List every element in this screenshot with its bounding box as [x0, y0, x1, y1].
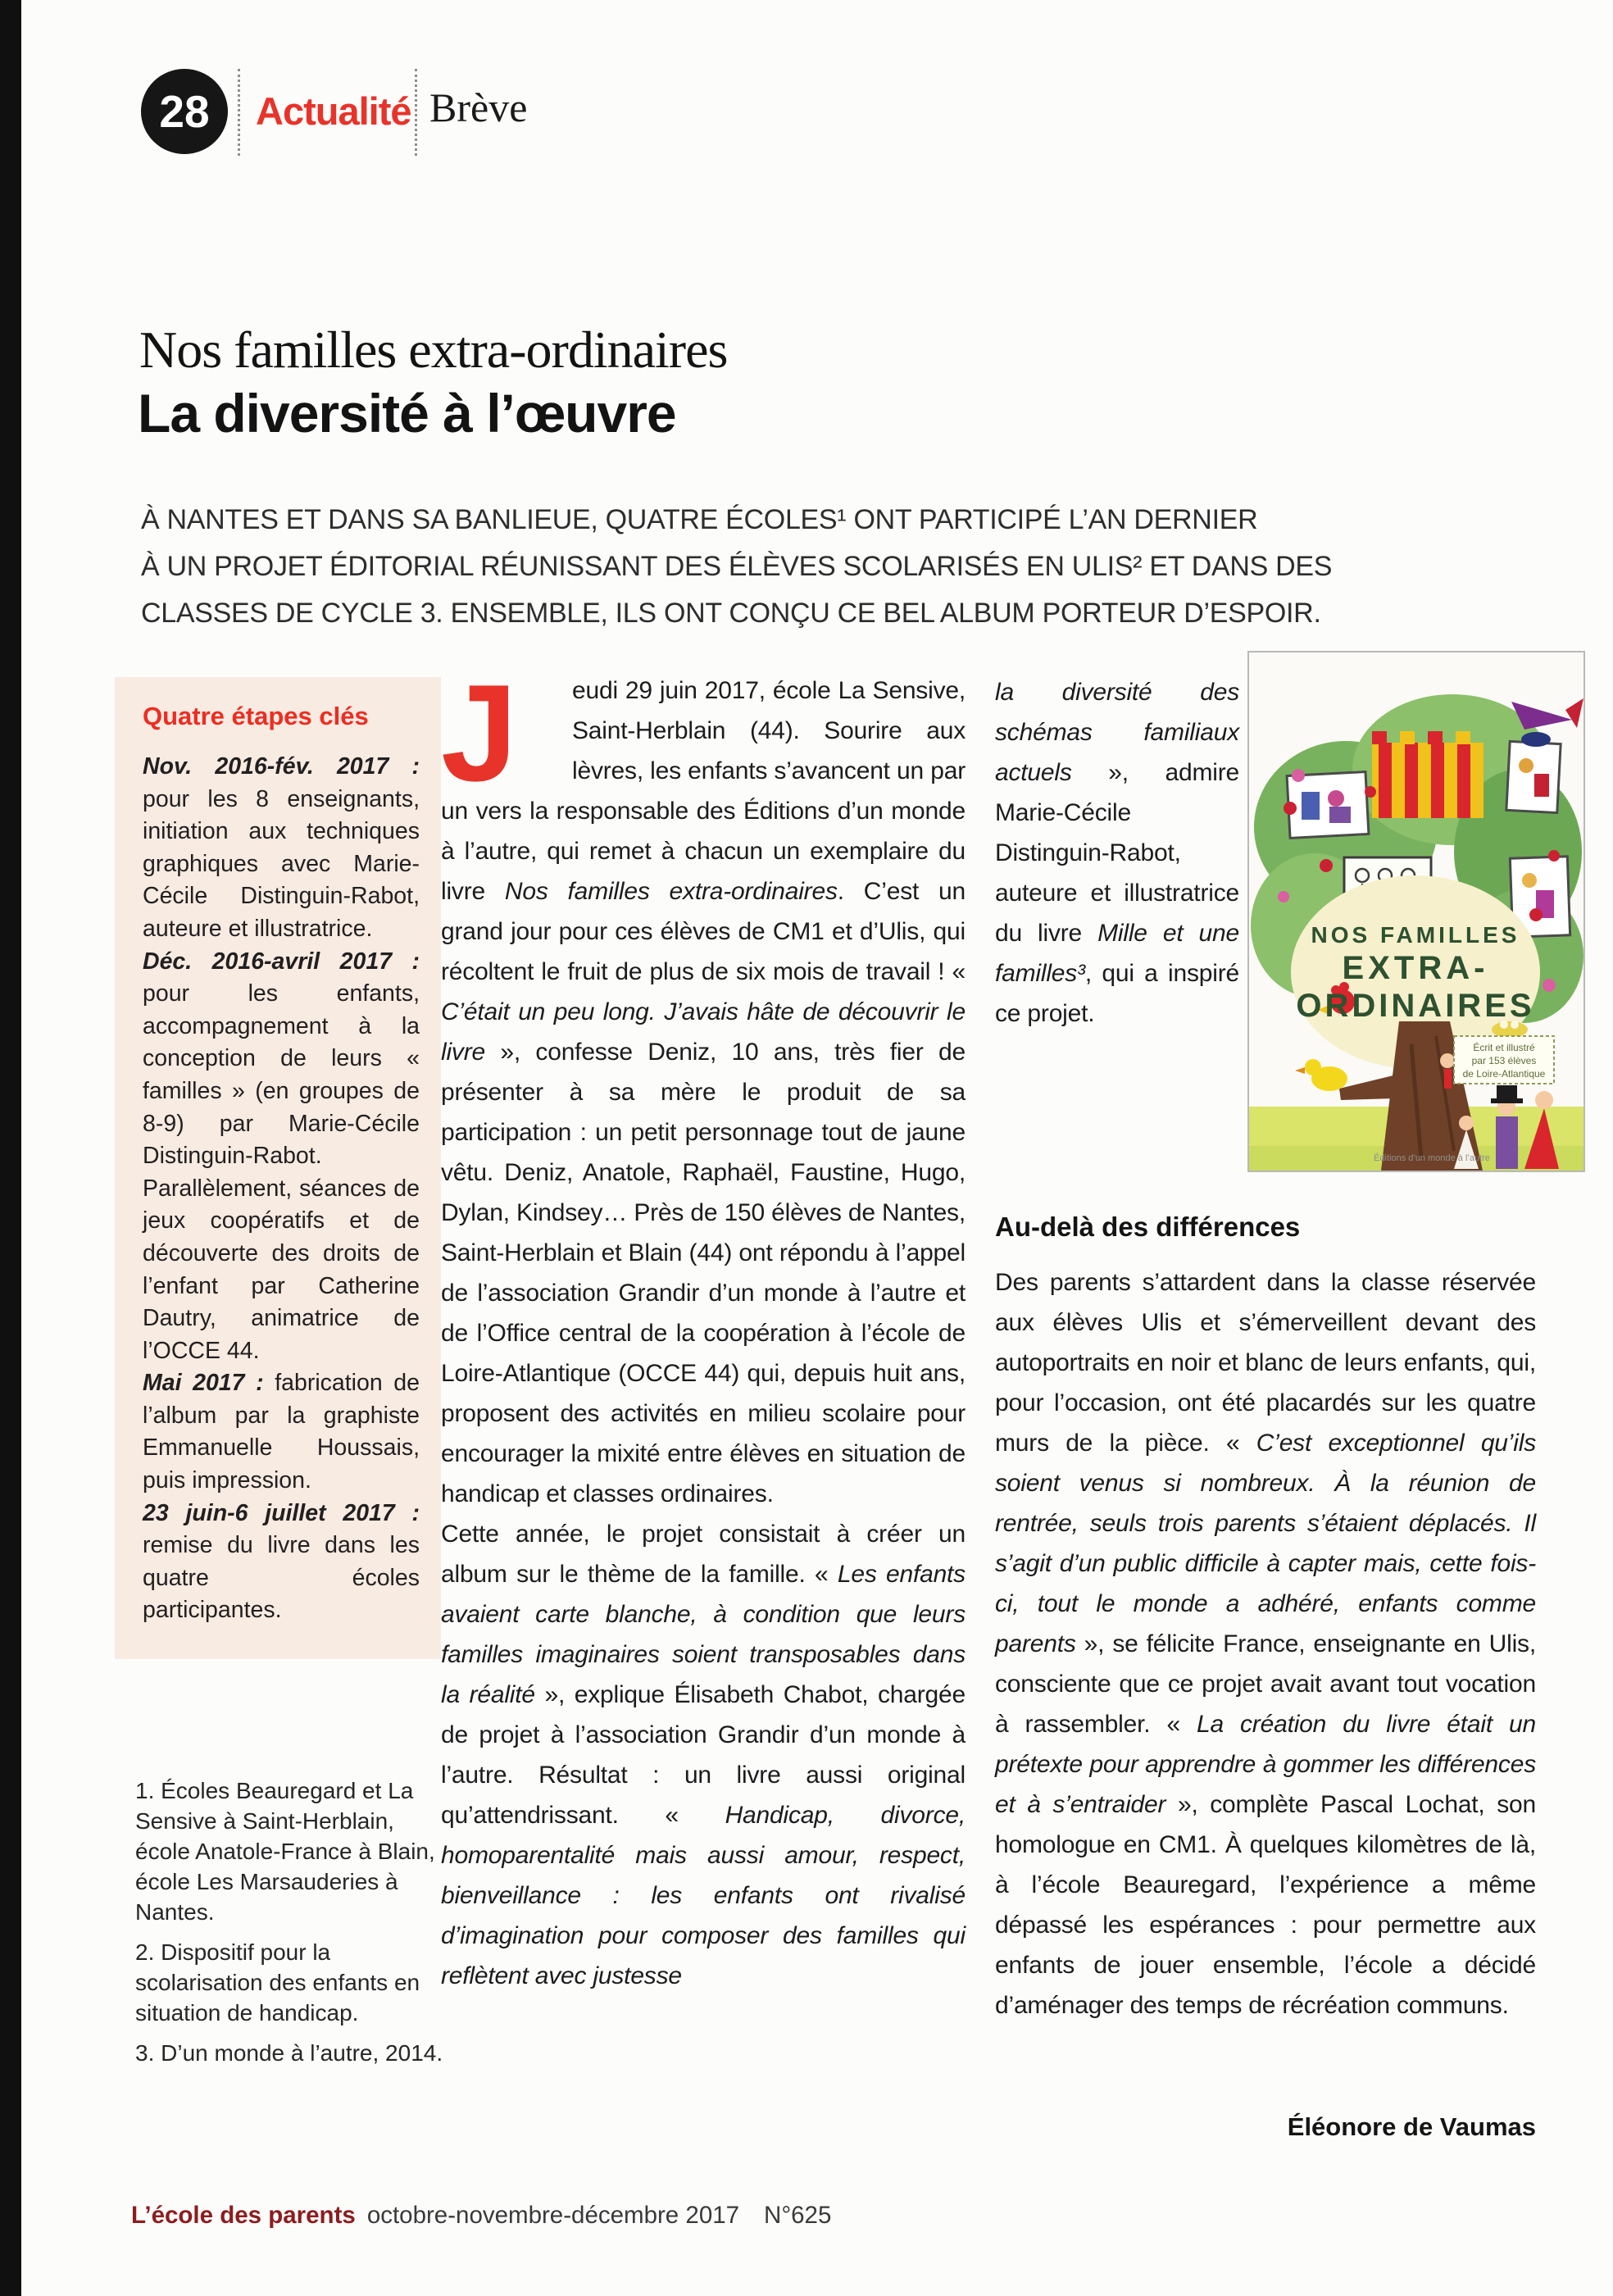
footnote: 3. D’un monde à l’autre, 2014.: [135, 2040, 443, 2066]
castle-doodle: [1372, 731, 1484, 818]
byline: Éléonore de Vaumas: [1287, 2112, 1536, 2141]
paragraph-text: eudi 29 juin 2017, école La Sensive, Saint-Herblain (44). Sourire aux lèvres, les enfants s’avancent un par un vers la responsable des Éditions d’un monde à l’autre, qui remet à chacun un exemplaire du livre Nos familles extra-ordinaires. C’est un grand jour pour ces élèves de CM1 et d’Ulis, qui récoltent le fruit de plus de six mois de travail ! « C’était un peu long. J’avais hâte de découvrir le livre », confesse Deniz, 10 ans, très fier de présenter à sa mère le produit de sa participation : un petit personnage tout de jaune vêtu. Deniz, Anatole, Raphaël, Faustine, Hugo, Dylan, Kindsey… Près de 150 élèves de Nantes, Saint-Herblain et Blain (44) ont répondu à l’appel de l’association Grandir d’un monde à l’autre et de l’Office central de la coopération à l’école de Loire-Atlantique (OCCE 44) qui, depuis huit ans, proposent des activités en milieu scolaire pour encourager la mixité entre élèves en situation de handicap et classes ordinaires.: [441, 677, 966, 1507]
book-tagline-line-3: de Loire-Atlantique: [1462, 1068, 1546, 1080]
footnote: 2. Dispositif pour la scolarisation des enfants en situation de handicap.: [135, 1939, 420, 2025]
key-step: Mai 2017 : fabrication de l’album par la graphiste Emmanuelle Houssais, puis impression.: [143, 1370, 420, 1494]
lede-line: À UN PROJET ÉDITORIAL RÉUNISSANT DES ÉLÈVES SCOLARISÉS EN ULIS² ET DANS DES: [141, 551, 1333, 582]
book-cover: [1247, 651, 1585, 1172]
footer-issue-number: N°625: [764, 2202, 832, 2229]
article-column-2-body: Des parents s’attardent dans la classe réservée aux élèves Ulis et s’émerveillent devant des autoportraits en noir et blanc de leurs enfants, qui, pour l’occasion, ont été placardés sur les quatre murs de la pièce. « C’est exceptionnel qu’ils soient venus si nombreux. À la réunion de rentrée, seuls trois parents s’étaient déplacés. Il s’agit d’un public difficile à capter mais, cette fois-ci, tout le monde a adhéré, enfants comme parents », se félicite France, enseignante en Ulis, consciente que ce projet avait avant tout vocation à rassembler. « La création du livre était un prétexte pour apprendre à gommer les différences et à s’entraider », complète Pascal Lochat, son homologue en CM1. À quelques kilomètres de là, à l’école Beauregard, l’expérience a même dépassé les espérances : pour permettre aux enfants de jouer ensemble, l’école a décidé d’aménager des temps de récréation communs.: [995, 1269, 1537, 2019]
book-tagline-line-1: Écrit et illustré: [1473, 1042, 1535, 1053]
lede-line: À NANTES ET DANS SA BANLIEUE, QUATRE ÉCOLES¹ ONT PARTICIPÉ L’AN DERNIER: [141, 504, 1258, 535]
lede-line: CLASSES DE CYCLE 3. ENSEMBLE, ILS ONT CONÇU CE BEL ALBUM PORTEUR D’ESPOIR.: [141, 598, 1321, 629]
scan-edge: [0, 0, 21, 2296]
article-column-1: [441, 656, 966, 1996]
key-step: 23 juin-6 juillet 2017 : remise du livre dans les quatre écoles participantes.: [143, 1499, 420, 1624]
footer-date: octobre-novembre-décembre 2017: [366, 2202, 740, 2229]
article-paragraph: Cette année, le projet consistait à créer un album sur le thème de la famille. « Les enfants avaient carte blanche, à condition que leurs familles imaginaires soient transposables dans la réalité », explique Élisabeth Chabot, chargée de projet à l’association Grandir d’un monde à l’autre. Résultat : un livre aussi original qu’attendrissant. « Handicap, divorce, homoparentalité mais aussi amour, respect, bienveillance : les enfants ont rivalisé d’imagination pour composer des familles qui reflètent avec justesse: [441, 1521, 966, 1989]
section-label: Actualité: [256, 89, 411, 133]
book-title-line-3: ORDINAIRES: [1296, 988, 1535, 1024]
footnotes: [135, 1775, 447, 2078]
headline-kicker: Nos familles extra-ordinaires: [139, 321, 728, 379]
dropcap: J: [441, 656, 518, 810]
book-publisher: Éditions d’un monde à l’autre: [1374, 1153, 1490, 1163]
lede: [141, 497, 1332, 637]
key-step: Nov. 2016-fév. 2017 : pour les 8 enseignants, initiation aux techniques graphiques avec Marie-Cécile Distinguin-Rabot, auteure et illustratrice.: [143, 753, 420, 942]
key-steps-box: [115, 677, 441, 1659]
book-tagline-line-2: par 153 élèves: [1471, 1055, 1537, 1066]
page-title: La diversité à l’œuvre: [138, 383, 676, 443]
article-subhead: Au-delà des différences: [995, 1212, 1301, 1242]
book-cover-illustration: [1247, 651, 1585, 1172]
key-steps-title: Quatre étapes clés: [143, 702, 369, 730]
header-divider-2: [415, 69, 417, 156]
key-step: Déc. 2016-avril 2017 : pour les enfants, accompagnement à la conception de leurs « familles » (en groupes de 8-9) par Marie-Cécile Distinguin-Rabot. Parallèlement, séances de jeux coopératifs et de découverte des droits de l’enfant par Catherine Dautry, animatrice de l’OCCE 44.: [143, 948, 420, 1364]
page-footer: [131, 2202, 831, 2230]
book-title-line-1: NOS FAMILLES: [1311, 922, 1520, 948]
book-title-line-2: EXTRA-: [1342, 950, 1489, 986]
footnote: 1. Écoles Beauregard et La Sensive à Saint-Herblain, école Anatole-France à Blain, école Les Marsauderies à Nantes.: [135, 1778, 435, 1925]
footer-magazine-name: L’école des parents: [131, 2202, 356, 2229]
article-column-2-intro: la diversité des schémas familiaux actuels », admire Marie-Cécile Distinguin-Rabot, auteure et illustratrice du livre Mille et une familles³, qui a inspiré ce projet.: [995, 679, 1240, 1027]
page-number: 28: [159, 86, 210, 137]
page-number-badge: [141, 69, 228, 154]
rubric-label: Brève: [429, 84, 528, 130]
header-divider: [238, 69, 240, 156]
article-paragraph: [441, 656, 966, 1514]
